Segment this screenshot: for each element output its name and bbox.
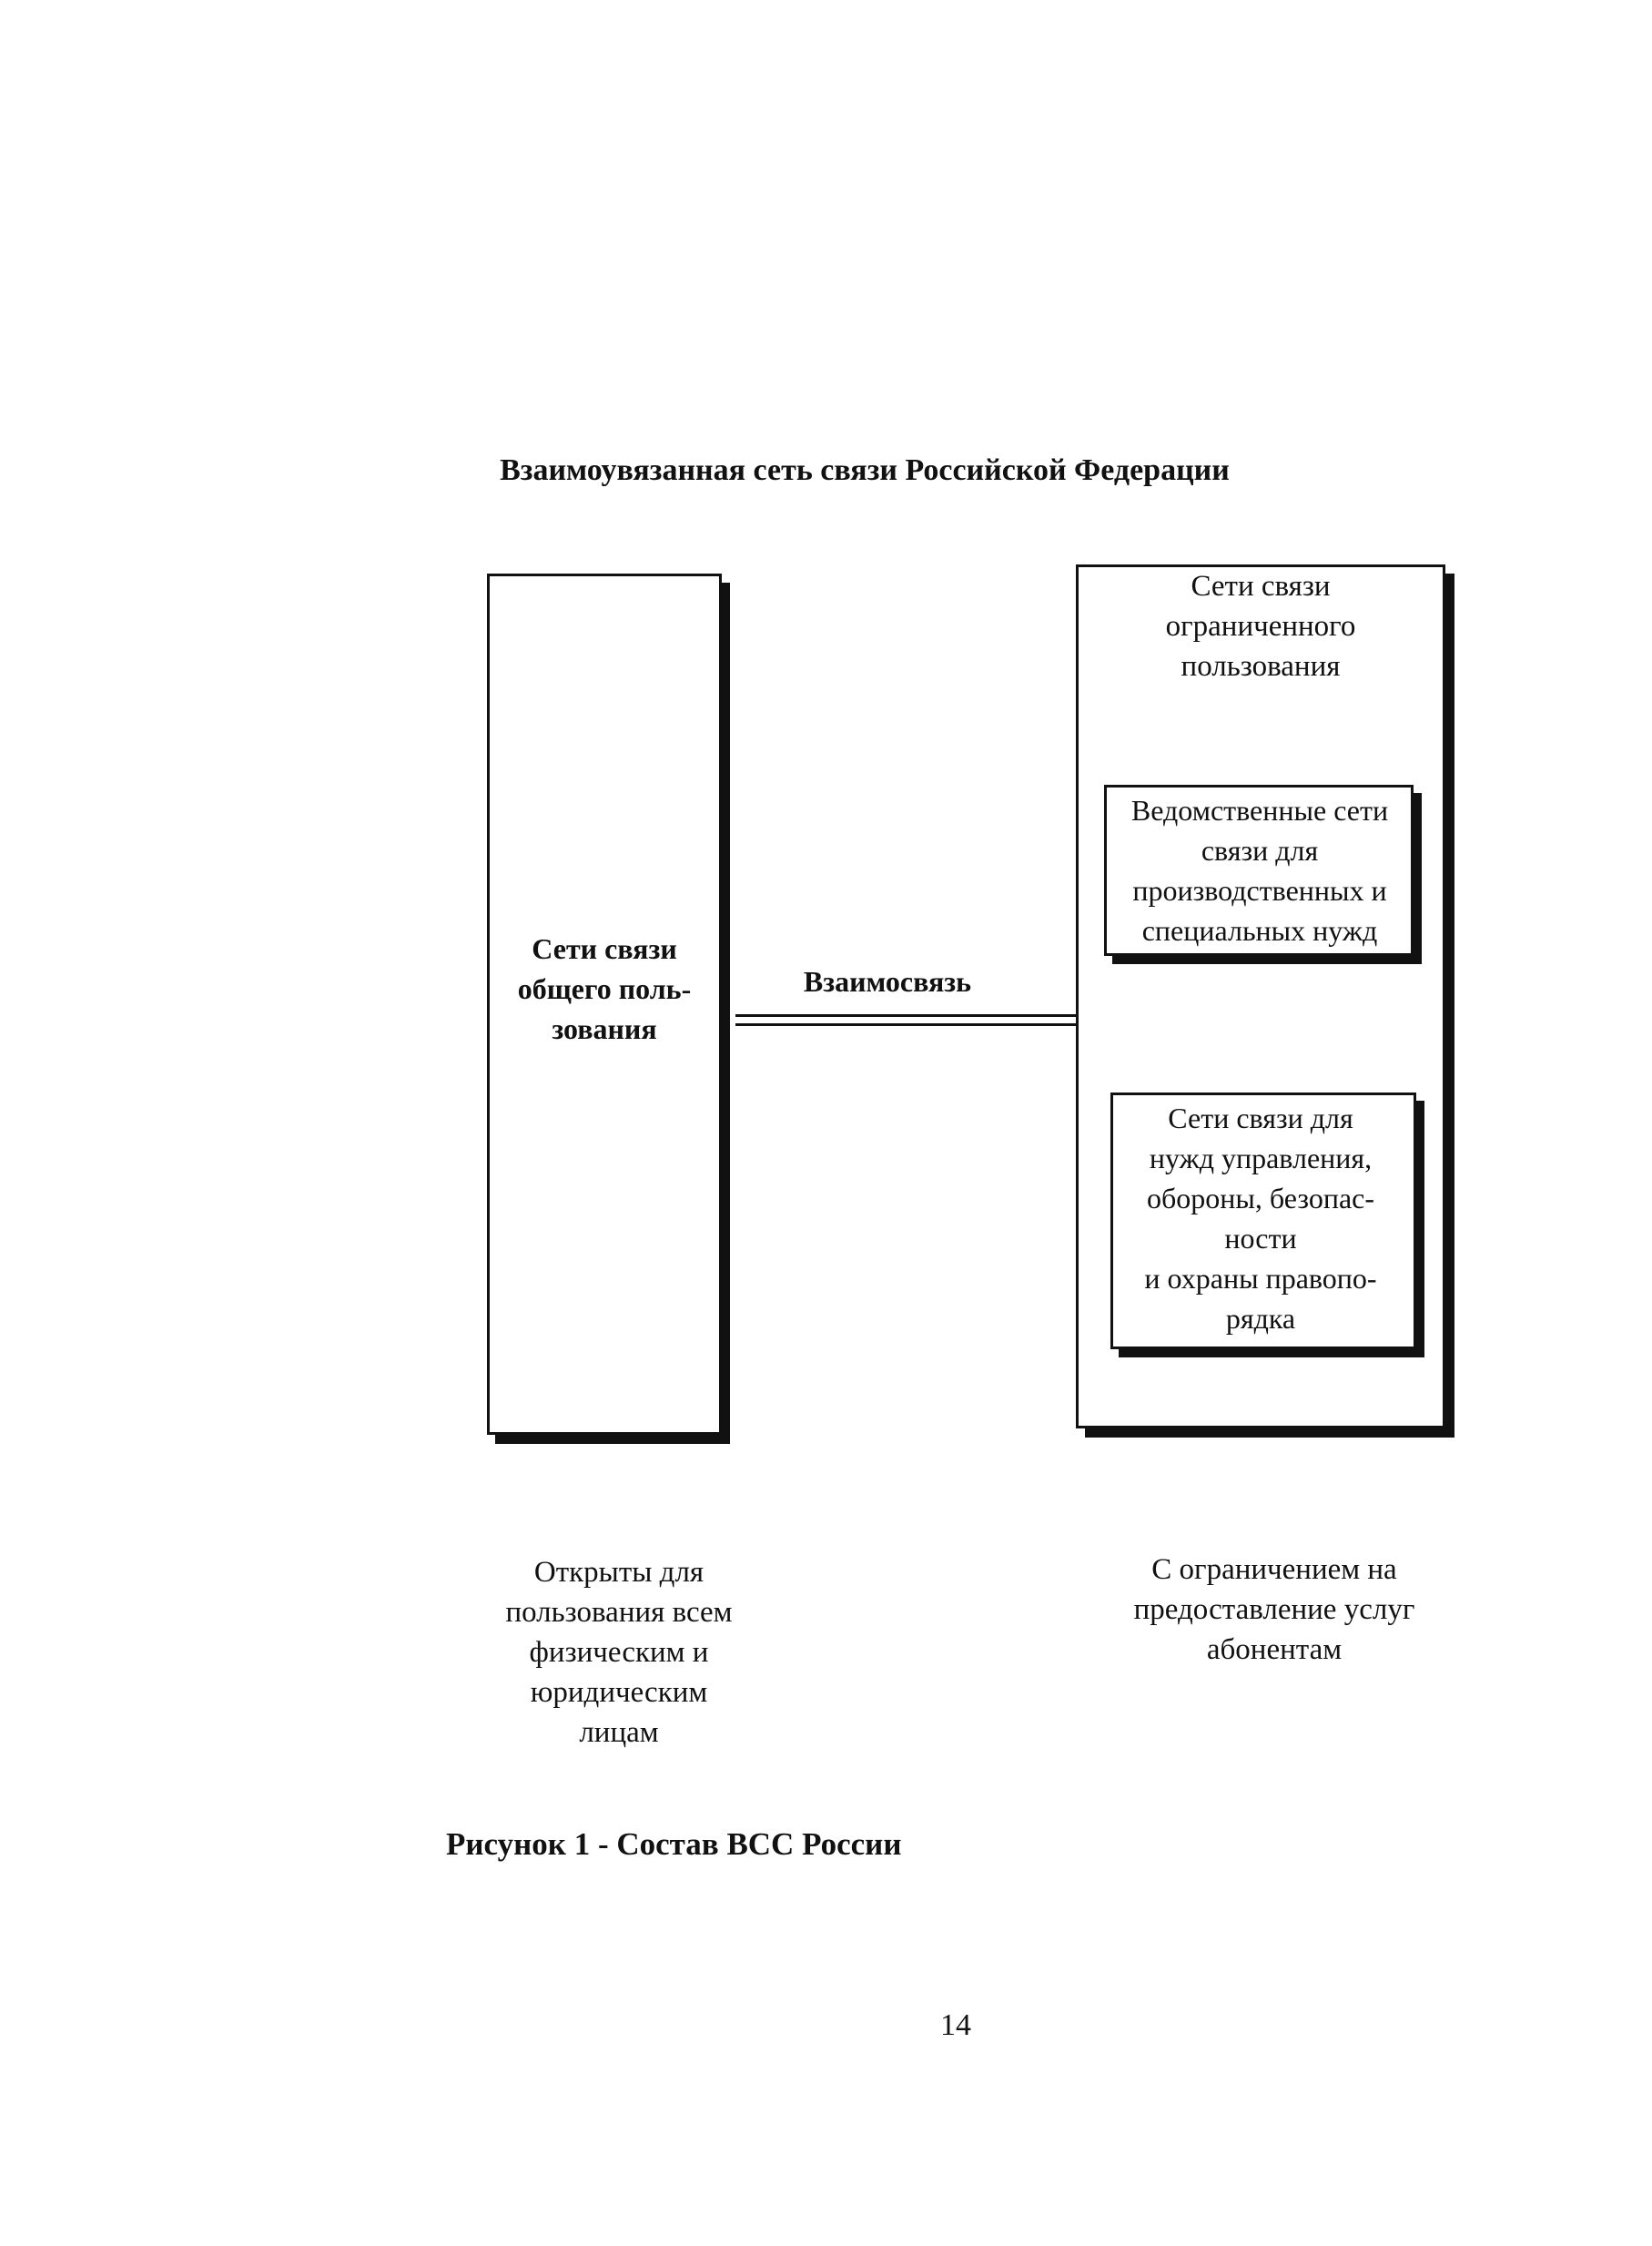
interconnection-line-lower	[735, 1023, 1081, 1026]
public-networks-label: Сети связи общего поль- зования	[517, 932, 692, 1045]
figure-caption: Рисунок 1 - Состав ВСС России	[446, 1826, 902, 1862]
restricted-networks-caption: С ограничением на предоставление услуг абонентам	[1133, 1553, 1415, 1666]
restricted-networks-label: Сети связи ограниченного пользования	[1165, 570, 1356, 683]
defense-networks-label: Сети связи для нужд управления, обороны, безопас- ности и охраны правопо- рядка	[1144, 1102, 1377, 1335]
public-networks-caption: Открыты для пользования всем физическим и юридическим лицам	[505, 1556, 733, 1749]
interconnection-line-upper	[735, 1014, 1081, 1017]
departmental-networks-label: Ведомственные сети связи для производственных и специальных нужд	[1130, 794, 1389, 947]
interconnection-label: Взаимосвязь	[803, 965, 972, 998]
diagram-title: Взаимоувязанная сеть связи Российской Федерации	[500, 453, 1230, 487]
page-number: 14	[940, 2008, 971, 2042]
